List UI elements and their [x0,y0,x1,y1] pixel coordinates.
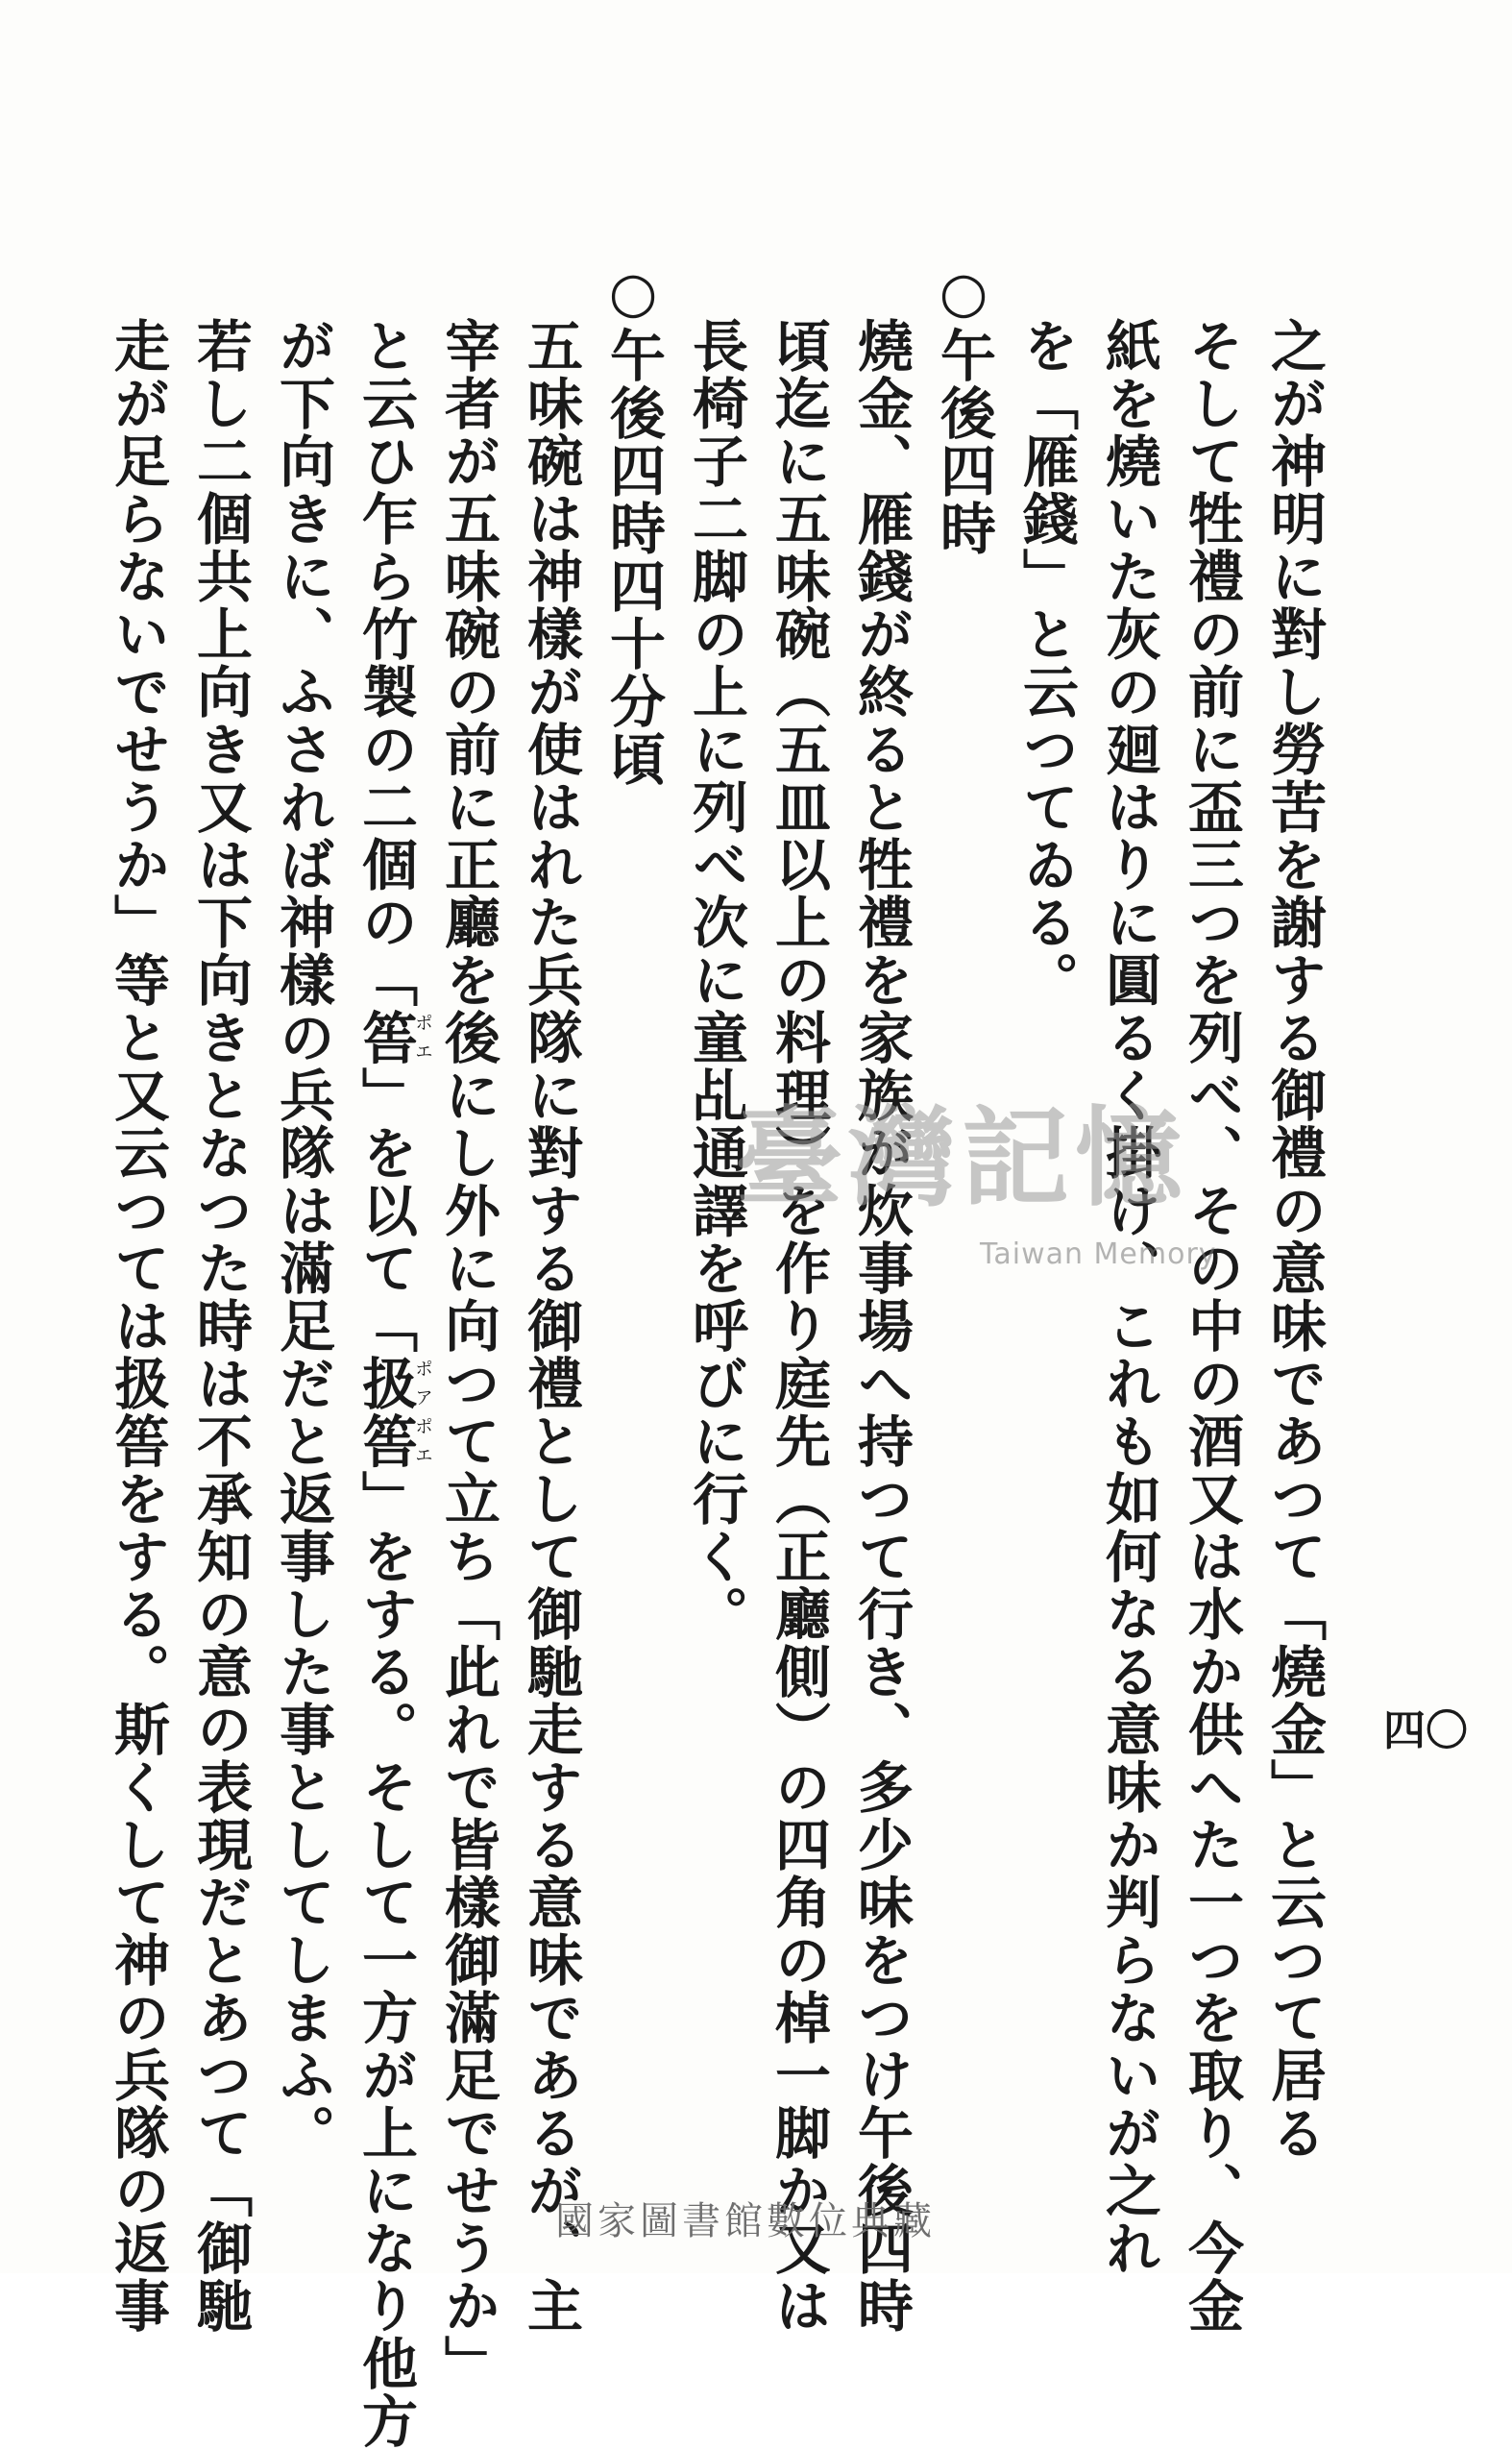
text-column-4: を「雁錢」と云つてゐる。 [1013,317,1079,1009]
text-column-11: 宰者が五味碗の前に正廳を後にし外に向つて立ち「此れで皆樣御滿足でせうか」 [435,317,500,2392]
text-column-15: 走が足らないでせうか」等と又云つては扱筶をする。斯くして神の兵隊の返事 [105,317,170,2335]
column-12-segment-c: 」をする。そして一方が上になり他方 [353,1470,418,2450]
page-number: 四〇 [1383,1706,1468,1755]
text-column-12 [353,317,433,2450]
watermark-english: Taiwan Memory [980,1237,1217,1271]
ruby-poapoe: 扱筶ポアポエ [353,1355,433,1470]
text-column-14: 若し二個共上向き又は下向きとなつた時は不承知の意の表現だとあつて「御馳 [187,317,253,2335]
text-column-3: 紙を燒いた灰の廻はりに圓るく掛け、これも如何なる意味か判らないが之れ [1096,317,1161,2277]
column-12-segment-a: と云ひ乍ら竹製の二個の「 [353,317,418,1009]
text-column-7: 頃迄に五味碗（五皿以上の料理）を作り庭先（正廳側）の四角の棹一脚か又は [766,317,831,2335]
ruby-poe: 筶ポエ [353,1009,433,1066]
text-column-6: 燒金、雁錢が終ると牲禮を家族が炊事場へ持つて行き、多少味をつけ午後四時 [848,317,914,2335]
watermark [735,1095,1234,1297]
text-column-1: 之が神明に對し勞苦を謝する御禮の意味であつて「燒金」と云つて居る [1261,317,1327,2162]
text-column-2: そして牲禮の前に盃三つを列べ、その中の酒又は水か供へた一つを取り、今金 [1179,317,1244,2335]
column-12-segment-b: 」を以て「 [353,1066,418,1355]
text-column-13: が下向きに、ふされば神樣の兵隊は滿足だと返事した事としてしまふ。 [270,317,335,2162]
watermark-cjk: 臺灣記憶 [735,1095,1188,1221]
text-column-8: 長椅子二脚の上に列べ次に童乩通譯を呼びに行く。 [683,317,748,1643]
text-column-10: 五味碗は神樣が使はれた兵隊に對する御禮として御馳走する意味であるが、主 [518,317,583,2335]
section-heading-4pm: ○午後四時 [931,259,996,557]
footer-credit: 國家圖書館數位典藏 [555,2199,936,2243]
section-heading-440pm: ○午後四時四十分頃 [600,259,666,788]
